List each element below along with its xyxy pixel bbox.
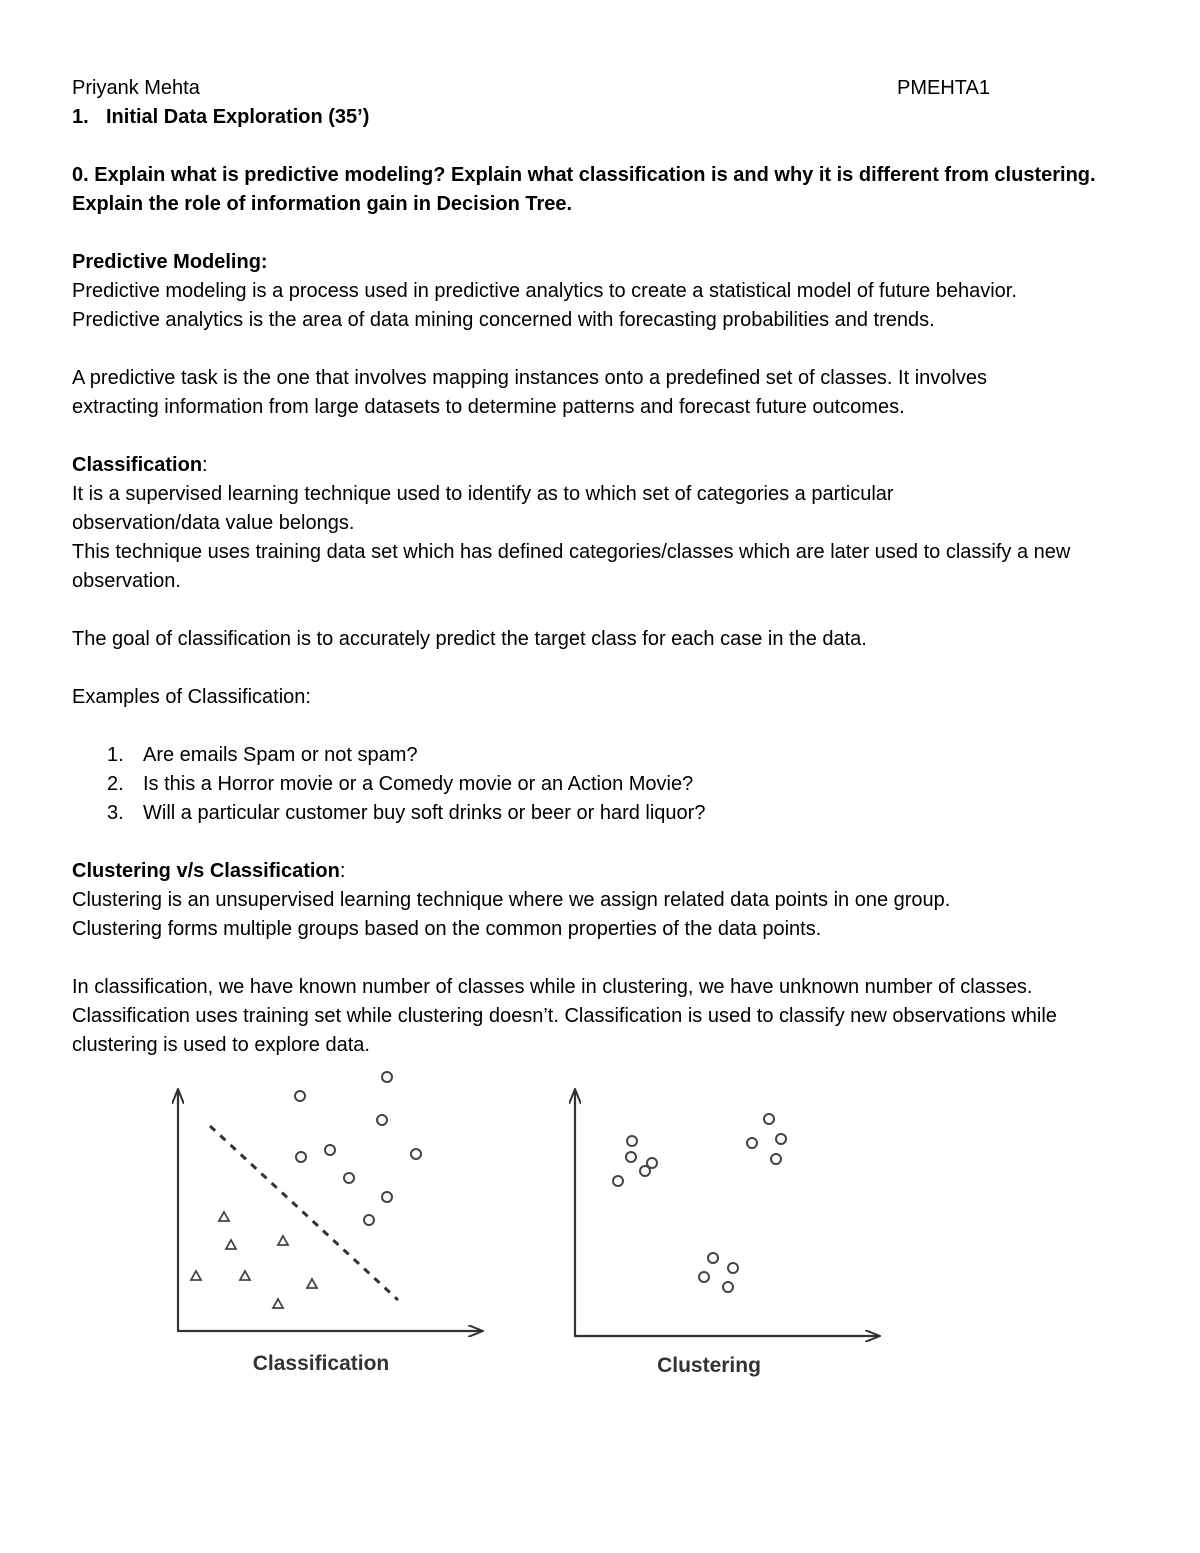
circle-point [344, 1173, 354, 1183]
classification-heading: Classification [72, 454, 203, 476]
clustering-caption: Clustering [657, 1354, 761, 1377]
predictive-heading: Predictive Modeling: [72, 251, 268, 273]
cluster-point [728, 1263, 738, 1273]
classification-paragraph-2: This technique uses training data set which has defined categories/classes which are later used to classify a new observation. [72, 541, 1071, 592]
circle-point [382, 1072, 392, 1082]
clustering-paragraph-2: Clustering forms multiple groups based on the common properties of the data points. [72, 918, 822, 940]
class-circles [295, 1072, 421, 1225]
list-item-number: 3. [107, 802, 124, 824]
clustering-plot [574, 1090, 879, 1336]
classification-caption: Classification [252, 1352, 390, 1375]
triangle-point [307, 1279, 317, 1288]
classification-paragraph-1: It is a supervised learning technique used to identify as to which set of categories a particular observation/data value belongs. [72, 483, 894, 534]
triangle-point [278, 1236, 288, 1245]
circle-point [411, 1149, 421, 1159]
cluster-point [776, 1134, 786, 1144]
predictive-paragraph-3: A predictive task is the one that involves mapping instances onto a predefined set of classes. It involves extracting information from large datasets to determine patterns and forecast future outcomes. [72, 367, 987, 418]
classification-paragraph-3: The goal of classification is to accurately predict the target class for each case in the data. [72, 628, 867, 650]
cluster-point [747, 1138, 757, 1148]
cluster-point [764, 1114, 774, 1124]
triangle-point [191, 1271, 201, 1280]
circle-point [364, 1215, 374, 1225]
list-item-text: Are emails Spam or not spam? [143, 744, 418, 766]
clustering-colon: : [339, 860, 346, 882]
classification-plot [177, 1072, 482, 1331]
section-title: Initial Data Exploration (35’) [106, 106, 370, 128]
circle-point [325, 1145, 335, 1155]
triangle-point [226, 1240, 236, 1249]
list-item-number: 1. [107, 744, 124, 766]
list-item-text: Will a particular customer buy soft drinks or beer or hard liquor? [143, 802, 706, 824]
circle-point [295, 1091, 305, 1101]
clustering-paragraph-1: Clustering is an unsupervised learning technique where we assign related data points in one group. [72, 889, 951, 911]
cluster-point [708, 1253, 718, 1263]
cluster-points [613, 1114, 786, 1292]
list-item-number: 2. [107, 773, 124, 795]
triangle-point [240, 1271, 250, 1280]
cluster-point [626, 1152, 636, 1162]
triangle-point [273, 1299, 283, 1308]
circle-point [377, 1115, 387, 1125]
cluster-point [613, 1176, 623, 1186]
cluster-point [640, 1166, 650, 1176]
cluster-point [627, 1136, 637, 1146]
cluster-point [771, 1154, 781, 1164]
list-item-text: Is this a Horror movie or a Comedy movie or an Action Movie? [143, 773, 694, 795]
triangle-point [219, 1212, 229, 1221]
author-id: PMEHTA1 [897, 77, 990, 99]
classification-colon: : [202, 454, 208, 476]
cluster-point [699, 1272, 709, 1282]
question-text: 0. Explain what is predictive modeling? Explain what classification is and why it is different from clustering. Explain the role of information gain in Decision Tree. [72, 164, 1096, 215]
circle-point [296, 1152, 306, 1162]
clustering-heading: Clustering v/s Classification [72, 860, 340, 882]
clustering-paragraph-3: In classification, we have known number of classes while in clustering, we have unknown number of classes. Classification uses training set while clustering doesn’t. Classification is used to classify new observations while clustering is used to explore data. [72, 976, 1057, 1056]
class-triangles [191, 1212, 317, 1308]
examples-heading: Examples of Classification: [72, 686, 311, 708]
author-name: Priyank Mehta [72, 77, 200, 99]
predictive-paragraph-2: Predictive analytics is the area of data mining concerned with forecasting probabilities and trends. [72, 309, 935, 331]
cluster-point [723, 1282, 733, 1292]
section-number: 1. [72, 106, 89, 128]
circle-point [382, 1192, 392, 1202]
predictive-paragraph-1: Predictive modeling is a process used in predictive analytics to create a statistical model of future behavior. [72, 280, 1017, 302]
